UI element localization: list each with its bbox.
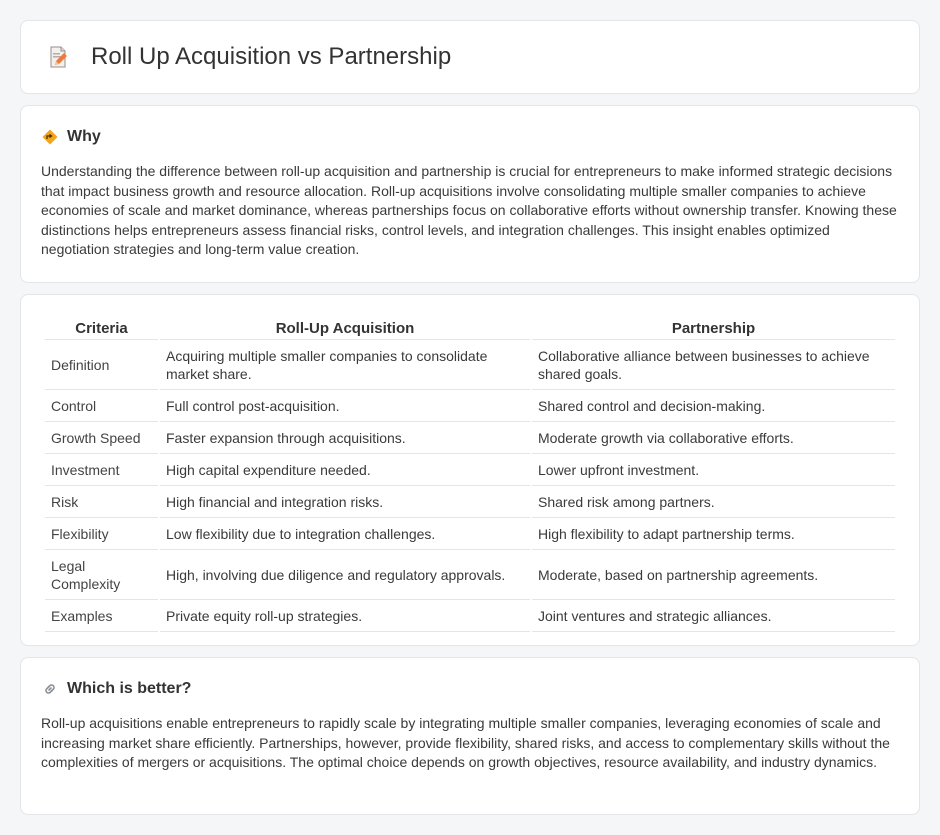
row-partnership: Shared risk among partners. [532,487,895,518]
row-partnership: Shared control and decision-making. [532,391,895,422]
row-partnership: High flexibility to adapt partnership terms. [532,519,895,550]
header-criteria: Criteria [45,316,158,340]
page-title: Roll Up Acquisition vs Partnership [91,43,452,70]
comparison-table [43,315,897,633]
why-body: Understanding the difference between roll-up acquisition and partnership is crucial for entrepreneurs to make informed strategic decisions that impact business growth and resource allocation. Roll-up acquisitions involve consolidating multiple smaller companies to achieve economies of scale and market dominance, whereas partnerships focus on collaborative efforts without ownership transfer. Knowing these distinctions helps entrepreneurs assess financial risks, control levels, and integration challenges. This insight enables optimized negotiation strategies and long-term value creation. [41,163,897,257]
row-partnership: Moderate, based on partnership agreements. [532,551,895,600]
title-card [20,20,920,94]
table-header-row [45,316,895,340]
better-heading: Which is better? [67,680,192,697]
better-body: Roll-up acquisitions enable entrepreneurs to rapidly scale by integrating multiple smaller companies, leveraging economies of scale and increasing market share efficiently. Partnerships, however, provide flexibility, shared risks, and access to complementary skills without the complexities of mergers or acquisitions. The optimal choice depends on growth objectives, resource availability, and industry dynamics. [41,715,890,770]
row-criteria: Flexibility [45,519,158,550]
row-criteria: Risk [45,487,158,518]
row-partnership: Moderate growth via collaborative efforts. [532,423,895,454]
row-rollup: Full control post-acquisition. [160,391,530,422]
row-criteria: Legal Complexity [45,551,158,600]
why-section [20,105,920,283]
row-criteria: Definition [45,341,158,390]
row-partnership: Lower upfront investment. [532,455,895,486]
link-icon [41,680,59,698]
row-rollup: Acquiring multiple smaller companies to consolidate market share. [160,341,530,390]
row-rollup: High, involving due diligence and regulatory approvals. [160,551,530,600]
row-criteria: Control [45,391,158,422]
table-row [45,391,895,422]
table-row [45,551,895,600]
table-row [45,601,895,632]
comparison-card [20,294,920,646]
row-rollup: Low flexibility due to integration challenges. [160,519,530,550]
which-better-section [20,657,920,815]
header-rollup: Roll-Up Acquisition [160,316,530,340]
why-heading: Why [67,128,101,145]
table-row [45,341,895,390]
row-partnership: Joint ventures and strategic alliances. [532,601,895,632]
table-row [45,519,895,550]
table-row [45,423,895,454]
table-row [45,487,895,518]
table-row [45,455,895,486]
row-criteria: Growth Speed [45,423,158,454]
row-partnership: Collaborative alliance between businesses to achieve shared goals. [532,341,895,390]
row-criteria: Investment [45,455,158,486]
document-edit-icon [45,44,71,70]
better-header [41,680,899,698]
header-partnership: Partnership [532,316,895,340]
row-rollup: High financial and integration risks. [160,487,530,518]
row-rollup: Private equity roll-up strategies. [160,601,530,632]
row-rollup: High capital expenditure needed. [160,455,530,486]
diamond-directions-icon [41,128,59,146]
row-criteria: Examples [45,601,158,632]
row-rollup: Faster expansion through acquisitions. [160,423,530,454]
why-header [41,128,899,146]
